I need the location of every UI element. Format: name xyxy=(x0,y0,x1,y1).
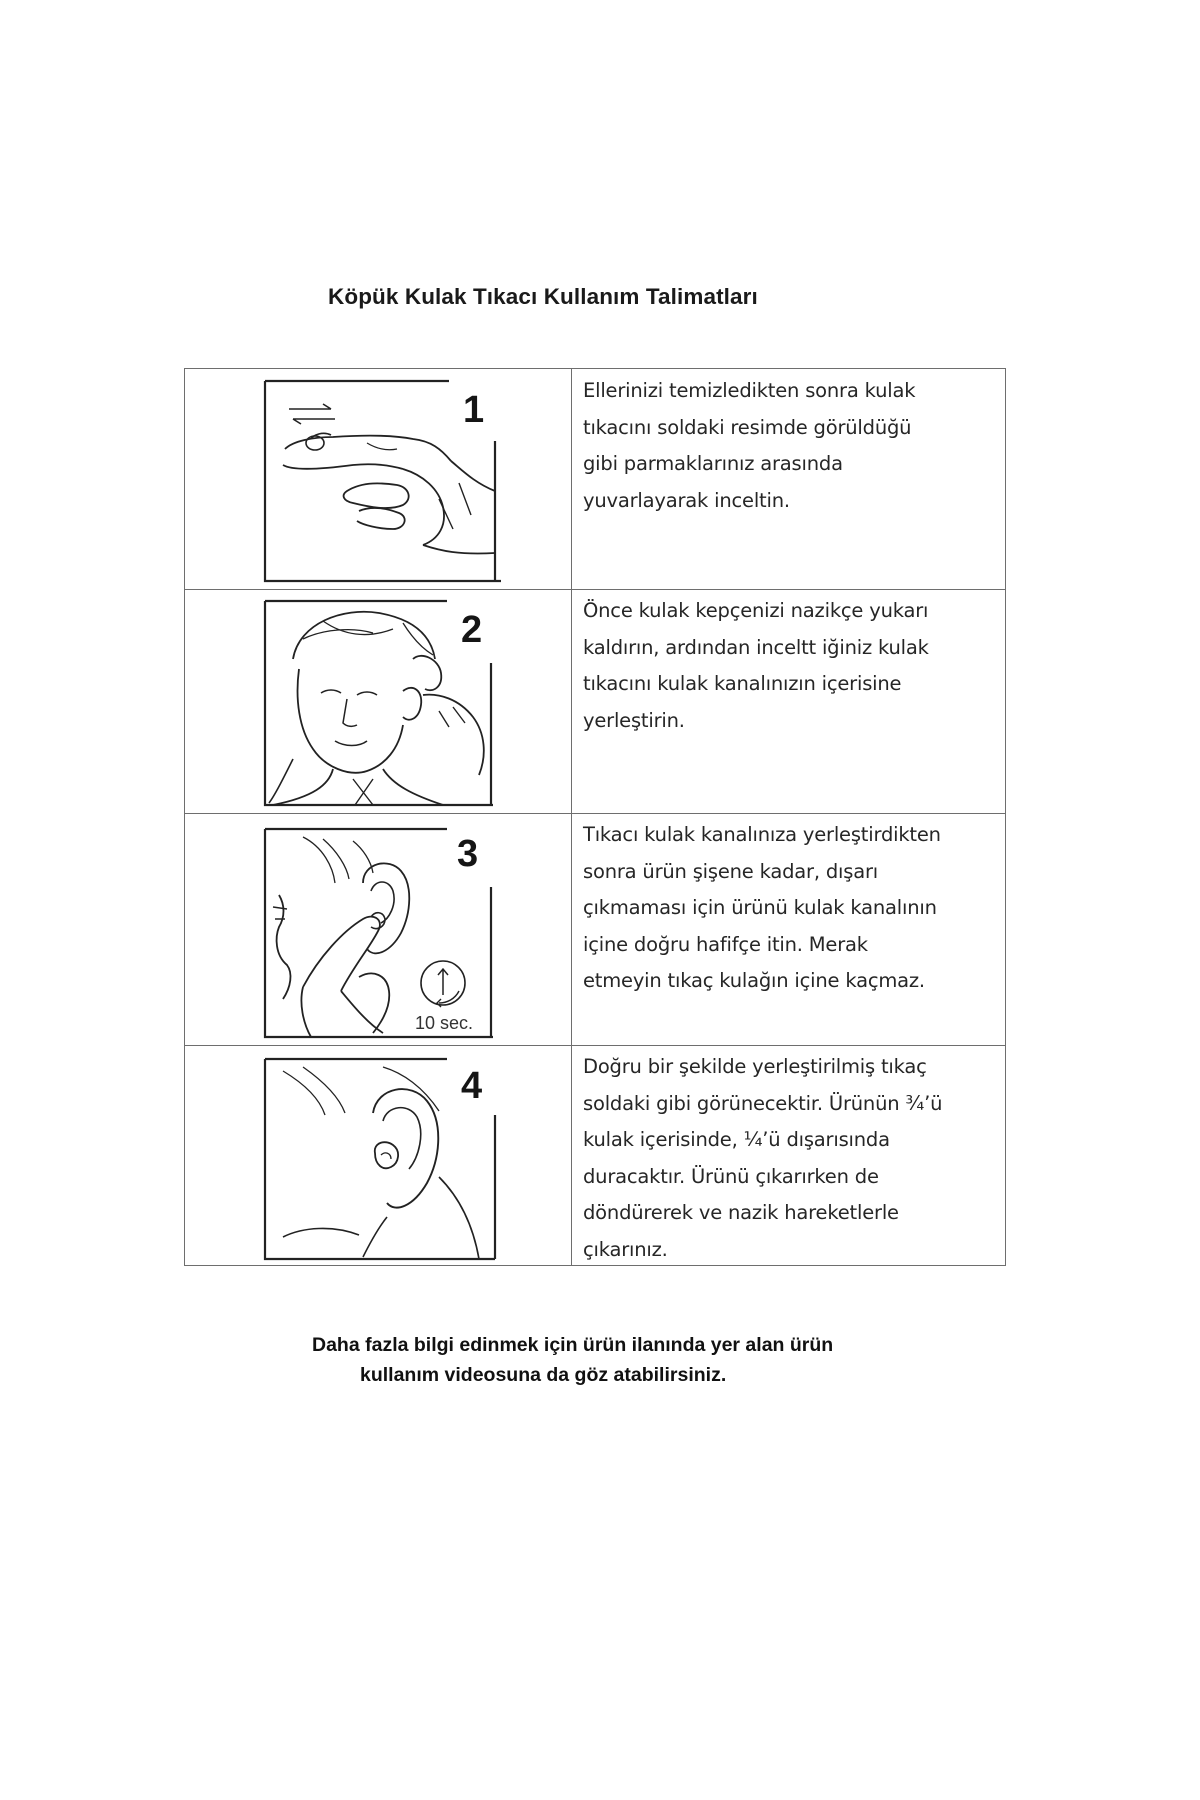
timer-label: 10 sec. xyxy=(415,1013,474,1033)
step-text: Doğru bir şekilde yerleştirilmiş tıkaç soldaki gibi görünecektir. Ürünün ¾’ü kulak içerisinde, ¼’ü dışarısında duracaktır. Ürünü çıkarırken de döndürerek ve nazik hareketlerle çıkarınız. xyxy=(583,1055,943,1261)
step-number: 3 xyxy=(457,833,479,875)
step-number: 2 xyxy=(461,609,483,651)
step-row-1 xyxy=(185,369,1005,589)
footer-note xyxy=(280,1330,920,1390)
step-row-3 xyxy=(185,813,1005,1045)
footer-line-2: kullanım videosuna da göz atabilirsiniz. xyxy=(360,1364,727,1386)
step-row-2 xyxy=(185,589,1005,813)
instructions-table xyxy=(184,368,1006,1266)
page-title: Köpük Kulak Tıkacı Kullanım Talimatları xyxy=(328,284,758,309)
step-text: Önce kulak kepçenizi nazikçe yukarı kaldırın, ardından inceltt iğiniz kulak tıkacını kulak kanalınızın içerisine yerleştirin. xyxy=(583,599,929,732)
step-text: Ellerinizi temizledikten sonra kulak tıkacını soldaki resimde görüldüğü gibi parmaklarınız arasında yuvarlayarak inceltin. xyxy=(583,379,916,512)
step-row-4 xyxy=(185,1045,1005,1267)
step-number: 1 xyxy=(463,389,485,431)
footer-line-1: Daha fazla bilgi edinmek için ürün ilanında yer alan ürün xyxy=(312,1334,834,1356)
step-number: 4 xyxy=(461,1065,483,1107)
step-text: Tıkacı kulak kanalınıza yerleştirdikten sonra ürün şişene kadar, dışarı çıkmaması için ürünü kulak kanalının içine doğru hafifçe itin. Merak etmeyin tıkaç kulağın içine kaçmaz. xyxy=(583,823,941,992)
